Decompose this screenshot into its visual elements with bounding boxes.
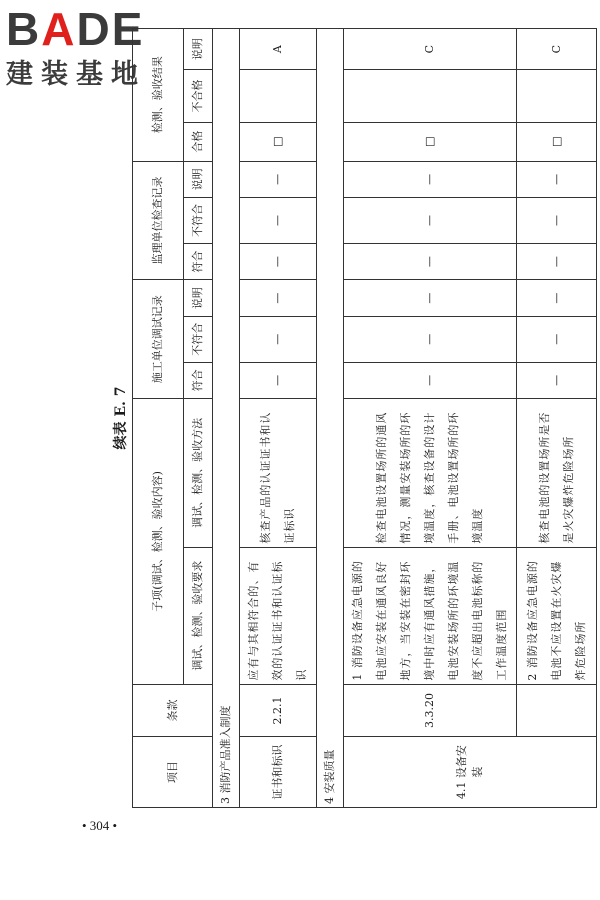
header-clause: 条款 [133,684,213,737]
cell-s-conform: — [344,243,517,280]
cell-project: 4.1 设备安装 [344,737,597,808]
section-heading: 4 安装质量 [317,29,344,808]
cell-s-nonconform: — [344,198,517,244]
header-pass: 合格 [184,122,213,161]
header-supervision: 监理单位检查记录 [133,161,184,280]
logo-wordmark: BADE [6,3,145,55]
header-s-nonconform: 不符合 [184,198,213,244]
cell-req: 1 消防设备应急电源的电池应安装在通风良好地方，当安装在密封环境中时应有通风措施，电池安装场所的环境温度不应超出电池标称的工作温度范围 [344,547,517,684]
cell-s-note: — [517,161,597,198]
cell-s-conform: — [240,243,317,280]
cell-method: 核查产品的认证证书和认证标识 [240,399,317,547]
cell-c-nonconform: — [344,316,517,362]
header-c-nonconform: 不符合 [184,316,213,362]
cell-project: 证书和标识 [240,737,317,808]
page-number: • 304 • [82,818,118,833]
cell-note: C [517,29,597,70]
header-project: 项目 [133,737,213,808]
cell-note: C [344,29,517,70]
cell-note: A [240,29,317,70]
cell-c-note: — [344,280,517,317]
cell-req: 2 消防设备应急电源的电池不应设置在火灾爆炸危险场所 [517,547,597,684]
table-title: 续表 E. 7 [113,386,129,450]
cell-s-note: — [240,161,317,198]
header-s-note: 说明 [184,161,213,198]
header-c-note: 说明 [184,280,213,317]
cell-clause-empty [517,684,597,737]
cell-method: 检查电池设置场所的通风情况，测量安装场所的环境温度，核查设备的设计手册、电池设置场所的环境温度 [344,399,517,547]
cell-clause: 2.2.1 [240,684,317,737]
cell-c-nonconform: — [240,316,317,362]
header-result: 检测、验收结果 [133,29,184,162]
cell-s-nonconform: — [240,198,317,244]
cell-fail [517,70,597,123]
cell-c-note: — [240,280,317,317]
table-row [240,29,317,808]
cell-req: 应有与其相符合的、有效的认证证书和认证标识 [240,547,317,684]
pass-checkbox: □ [517,122,597,161]
cell-s-nonconform: — [517,198,597,244]
header-c-conform: 符合 [184,362,213,399]
header-construction: 施工单位调试记录 [133,280,184,399]
header-note: 说明 [184,29,213,70]
pass-checkbox: □ [344,122,517,161]
header-s-conform: 符合 [184,243,213,280]
table-row [517,29,597,808]
header-subitem: 子项(调试、检测、验收内容) [133,399,184,685]
rotated-page [110,28,590,808]
inspection-table [132,28,597,808]
table-row [344,29,517,808]
cell-c-nonconform: — [517,316,597,362]
cell-s-conform: — [517,243,597,280]
header-method: 调试、检测、验收方法 [184,399,213,547]
cell-c-conform: — [517,362,597,399]
cell-fail [344,70,517,123]
header-req: 调试、检测、验收要求 [184,547,213,684]
cell-c-conform: — [344,362,517,399]
cell-c-note: — [517,280,597,317]
cell-s-note: — [344,161,517,198]
cell-fail [240,70,317,123]
header-fail: 不合格 [184,70,213,123]
cell-c-conform: — [240,362,317,399]
cell-clause: 3.3.20 [344,684,517,737]
logo-subtitle: 建装基地 [6,59,146,90]
pass-checkbox: □ [240,122,317,161]
section-heading: 3 消防产品准入制度 [213,29,240,808]
cell-method: 核查电池的设置场所是否是火灾爆炸危险场所 [517,399,597,547]
